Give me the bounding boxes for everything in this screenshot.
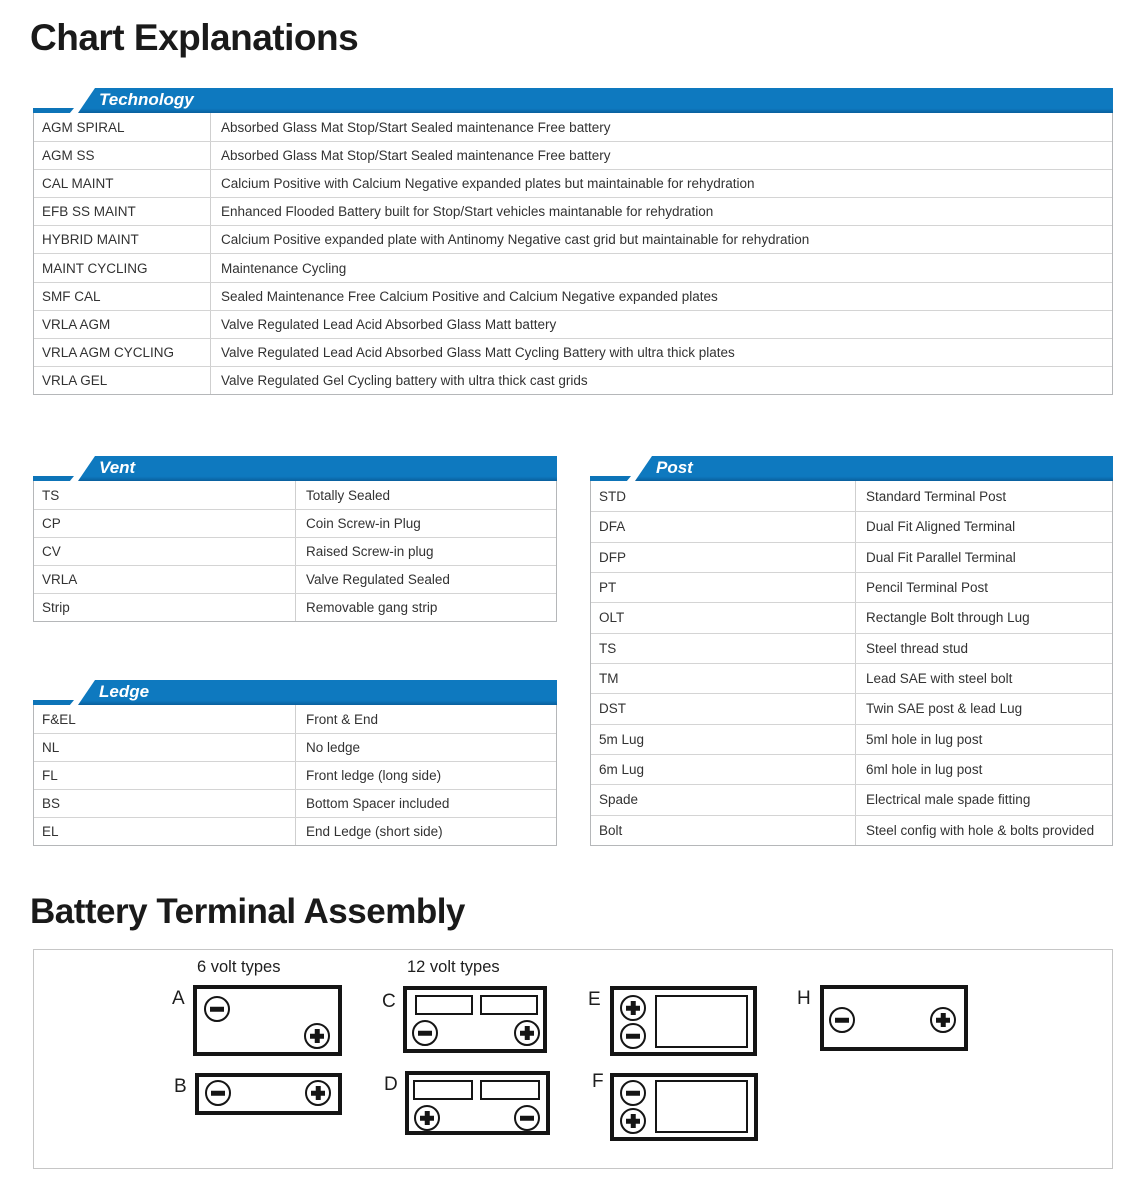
- code-cell: F&EL: [34, 705, 296, 733]
- battery-cell: [655, 995, 748, 1048]
- description-cell: Pencil Terminal Post: [866, 580, 989, 596]
- code-cell: TM: [591, 664, 856, 693]
- description-cell: Lead SAE with steel bolt: [866, 671, 1013, 687]
- code-cell: CV: [34, 538, 296, 565]
- table-row: [34, 817, 556, 845]
- table-row: [591, 542, 1112, 572]
- battery-outline: [610, 986, 757, 1056]
- vent-table-rows: [33, 481, 557, 622]
- description-cell: Absorbed Glass Mat Stop/Start Sealed maintenance Free battery: [221, 148, 611, 164]
- vent-table-header: [33, 456, 557, 481]
- table-row: [34, 537, 556, 565]
- vent-table: [33, 456, 557, 622]
- ledge-table-title: Ledge: [99, 682, 150, 701]
- description-cell: Removable gang strip: [306, 600, 438, 615]
- battery-cell: [480, 995, 538, 1015]
- code-cell: CAL MAINT: [34, 170, 211, 197]
- code-cell: FL: [34, 762, 296, 789]
- technology-table-rows: [33, 113, 1113, 395]
- code-cell: VRLA AGM: [34, 311, 211, 338]
- code-cell: EL: [34, 818, 296, 845]
- table-row: [34, 565, 556, 593]
- table-row: [34, 789, 556, 817]
- table-row: [591, 663, 1112, 693]
- table-row: [34, 761, 556, 789]
- description-cell: Sealed Maintenance Free Calcium Positive and Calcium Negative expanded plates: [221, 288, 718, 304]
- post-table: [590, 456, 1113, 846]
- table-row: [34, 366, 1112, 394]
- ledge-table-header: [33, 680, 557, 705]
- code-cell: Strip: [34, 594, 296, 621]
- code-cell: DFA: [591, 512, 856, 541]
- code-cell: VRLA: [34, 566, 296, 593]
- negative-terminal-icon: [514, 1105, 540, 1131]
- code-cell: CP: [34, 510, 296, 537]
- description-cell: Twin SAE post & lead Lug: [866, 701, 1023, 717]
- description-cell: Valve Regulated Lead Acid Absorbed Glass Matt battery: [221, 316, 557, 332]
- description-cell: Front ledge (long side): [306, 768, 442, 783]
- battery-outline: [610, 1073, 758, 1141]
- page-title: Chart Explanations: [30, 17, 359, 58]
- table-row: [591, 633, 1112, 663]
- table-row: [34, 225, 1112, 253]
- description-cell: Coin Screw-in Plug: [306, 516, 421, 531]
- diagram-letter: D: [384, 1074, 398, 1095]
- diagram-letter: E: [588, 989, 601, 1010]
- diagram-letter: B: [174, 1076, 187, 1097]
- code-cell: STD: [591, 481, 856, 511]
- battery-cell: [655, 1080, 748, 1133]
- description-cell: Valve Regulated Gel Cycling battery with ultra thick cast grids: [221, 372, 588, 388]
- description-cell: Raised Screw-in plug: [306, 544, 434, 559]
- table-row: [34, 310, 1112, 338]
- battery-outline: [403, 986, 547, 1053]
- table-row: [34, 197, 1112, 225]
- technology-table-header: [33, 88, 1113, 113]
- battery-outline: [193, 985, 342, 1056]
- diagram-letter: F: [592, 1071, 604, 1092]
- code-cell: SMF CAL: [34, 283, 211, 310]
- description-cell: Totally Sealed: [306, 487, 391, 503]
- negative-terminal-icon: [412, 1020, 438, 1046]
- description-cell: Valve Regulated Sealed: [306, 572, 450, 587]
- positive-terminal-icon: [304, 1023, 330, 1049]
- description-cell: Steel thread stud: [866, 640, 969, 656]
- table-row: [34, 253, 1112, 281]
- table-row: [591, 693, 1112, 723]
- code-cell: 6m Lug: [591, 755, 856, 784]
- post-table-rows: [590, 481, 1113, 846]
- table-row: [591, 481, 1112, 511]
- code-cell: PT: [591, 573, 856, 602]
- code-cell: DST: [591, 694, 856, 723]
- negative-terminal-icon: [205, 1080, 231, 1106]
- description-cell: Valve Regulated Lead Acid Absorbed Glass Matt Cycling Battery with ultra thick plates: [221, 344, 735, 360]
- table-row: [591, 784, 1112, 814]
- negative-terminal-icon: [620, 1080, 646, 1106]
- post-table-header: [590, 456, 1113, 481]
- description-cell: End Ledge (short side): [306, 824, 443, 839]
- code-cell: VRLA GEL: [34, 367, 211, 394]
- battery-outline: [195, 1073, 342, 1115]
- description-cell: No ledge: [306, 740, 361, 755]
- diagram-letter: C: [382, 991, 396, 1012]
- code-cell: MAINT CYCLING: [34, 254, 211, 281]
- assembly-section-title: Battery Terminal Assembly: [30, 892, 465, 931]
- description-cell: Maintenance Cycling: [221, 260, 347, 276]
- description-cell: Absorbed Glass Mat Stop/Start Sealed maintenance Free battery: [221, 119, 611, 135]
- positive-terminal-icon: [620, 1108, 646, 1134]
- description-cell: Steel config with hole & bolts provided: [866, 822, 1095, 838]
- table-row: [591, 754, 1112, 784]
- technology-table-title: Technology: [99, 90, 194, 109]
- battery-outline: [820, 985, 968, 1051]
- negative-terminal-icon: [620, 1023, 646, 1049]
- code-cell: DFP: [591, 543, 856, 572]
- table-row: [591, 602, 1112, 632]
- table-row: [591, 572, 1112, 602]
- twelve-volt-group-label: 12 volt types: [407, 958, 500, 976]
- table-row: [591, 724, 1112, 754]
- table-row: [34, 338, 1112, 366]
- description-cell: 6ml hole in lug post: [866, 762, 983, 778]
- code-cell: TS: [591, 634, 856, 663]
- table-row: [34, 509, 556, 537]
- positive-terminal-icon: [414, 1105, 440, 1131]
- assembly-diagram-panel: [33, 949, 1113, 1169]
- diagram-letter: A: [172, 988, 185, 1009]
- ledge-table-rows: [33, 705, 557, 846]
- table-row: [591, 815, 1112, 845]
- description-cell: Rectangle Bolt through Lug: [866, 610, 1030, 626]
- ledge-table: [33, 680, 557, 846]
- description-cell: 5ml hole in lug post: [866, 731, 983, 747]
- description-cell: Front & End: [306, 711, 379, 727]
- code-cell: VRLA AGM CYCLING: [34, 339, 211, 366]
- positive-terminal-icon: [620, 995, 646, 1021]
- table-row: [34, 733, 556, 761]
- positive-terminal-icon: [514, 1020, 540, 1046]
- code-cell: BS: [34, 790, 296, 817]
- battery-cell: [413, 1080, 473, 1100]
- table-row: [34, 481, 556, 509]
- code-cell: AGM SS: [34, 142, 211, 169]
- code-cell: TS: [34, 481, 296, 509]
- code-cell: Spade: [591, 785, 856, 814]
- technology-table: [33, 88, 1113, 395]
- description-cell: Dual Fit Aligned Terminal: [866, 519, 1016, 535]
- battery-cell: [415, 995, 473, 1015]
- negative-terminal-icon: [204, 996, 230, 1022]
- negative-terminal-icon: [829, 1007, 855, 1033]
- description-cell: Bottom Spacer included: [306, 796, 450, 811]
- battery-cell: [480, 1080, 540, 1100]
- code-cell: NL: [34, 734, 296, 761]
- code-cell: AGM SPIRAL: [34, 113, 211, 141]
- post-table-title: Post: [656, 458, 693, 477]
- table-row: [34, 113, 1112, 141]
- table-row: [591, 511, 1112, 541]
- description-cell: Calcium Positive with Calcium Negative expanded plates but maintainable for rehydration: [221, 176, 755, 192]
- description-cell: Dual Fit Parallel Terminal: [866, 549, 1016, 565]
- description-cell: Electrical male spade fitting: [866, 792, 1031, 808]
- table-row: [34, 282, 1112, 310]
- code-cell: OLT: [591, 603, 856, 632]
- code-cell: EFB SS MAINT: [34, 198, 211, 225]
- table-row: [34, 141, 1112, 169]
- table-row: [34, 705, 556, 733]
- code-cell: 5m Lug: [591, 725, 856, 754]
- positive-terminal-icon: [305, 1080, 331, 1106]
- code-cell: Bolt: [591, 816, 856, 845]
- banner-background: [33, 88, 1113, 113]
- description-cell: Standard Terminal Post: [866, 488, 1007, 504]
- description-cell: Enhanced Flooded Battery built for Stop/Start vehicles maintanable for rehydration: [221, 204, 714, 220]
- vent-table-title: Vent: [99, 458, 136, 477]
- table-row: [34, 169, 1112, 197]
- positive-terminal-icon: [930, 1007, 956, 1033]
- diagram-letter: H: [797, 988, 811, 1009]
- code-cell: HYBRID MAINT: [34, 226, 211, 253]
- battery-outline: [405, 1071, 550, 1135]
- description-cell: Calcium Positive expanded plate with Antinomy Negative cast grid but maintainable for rehydration: [221, 232, 810, 248]
- six-volt-group-label: 6 volt types: [197, 958, 281, 976]
- table-row: [34, 593, 556, 621]
